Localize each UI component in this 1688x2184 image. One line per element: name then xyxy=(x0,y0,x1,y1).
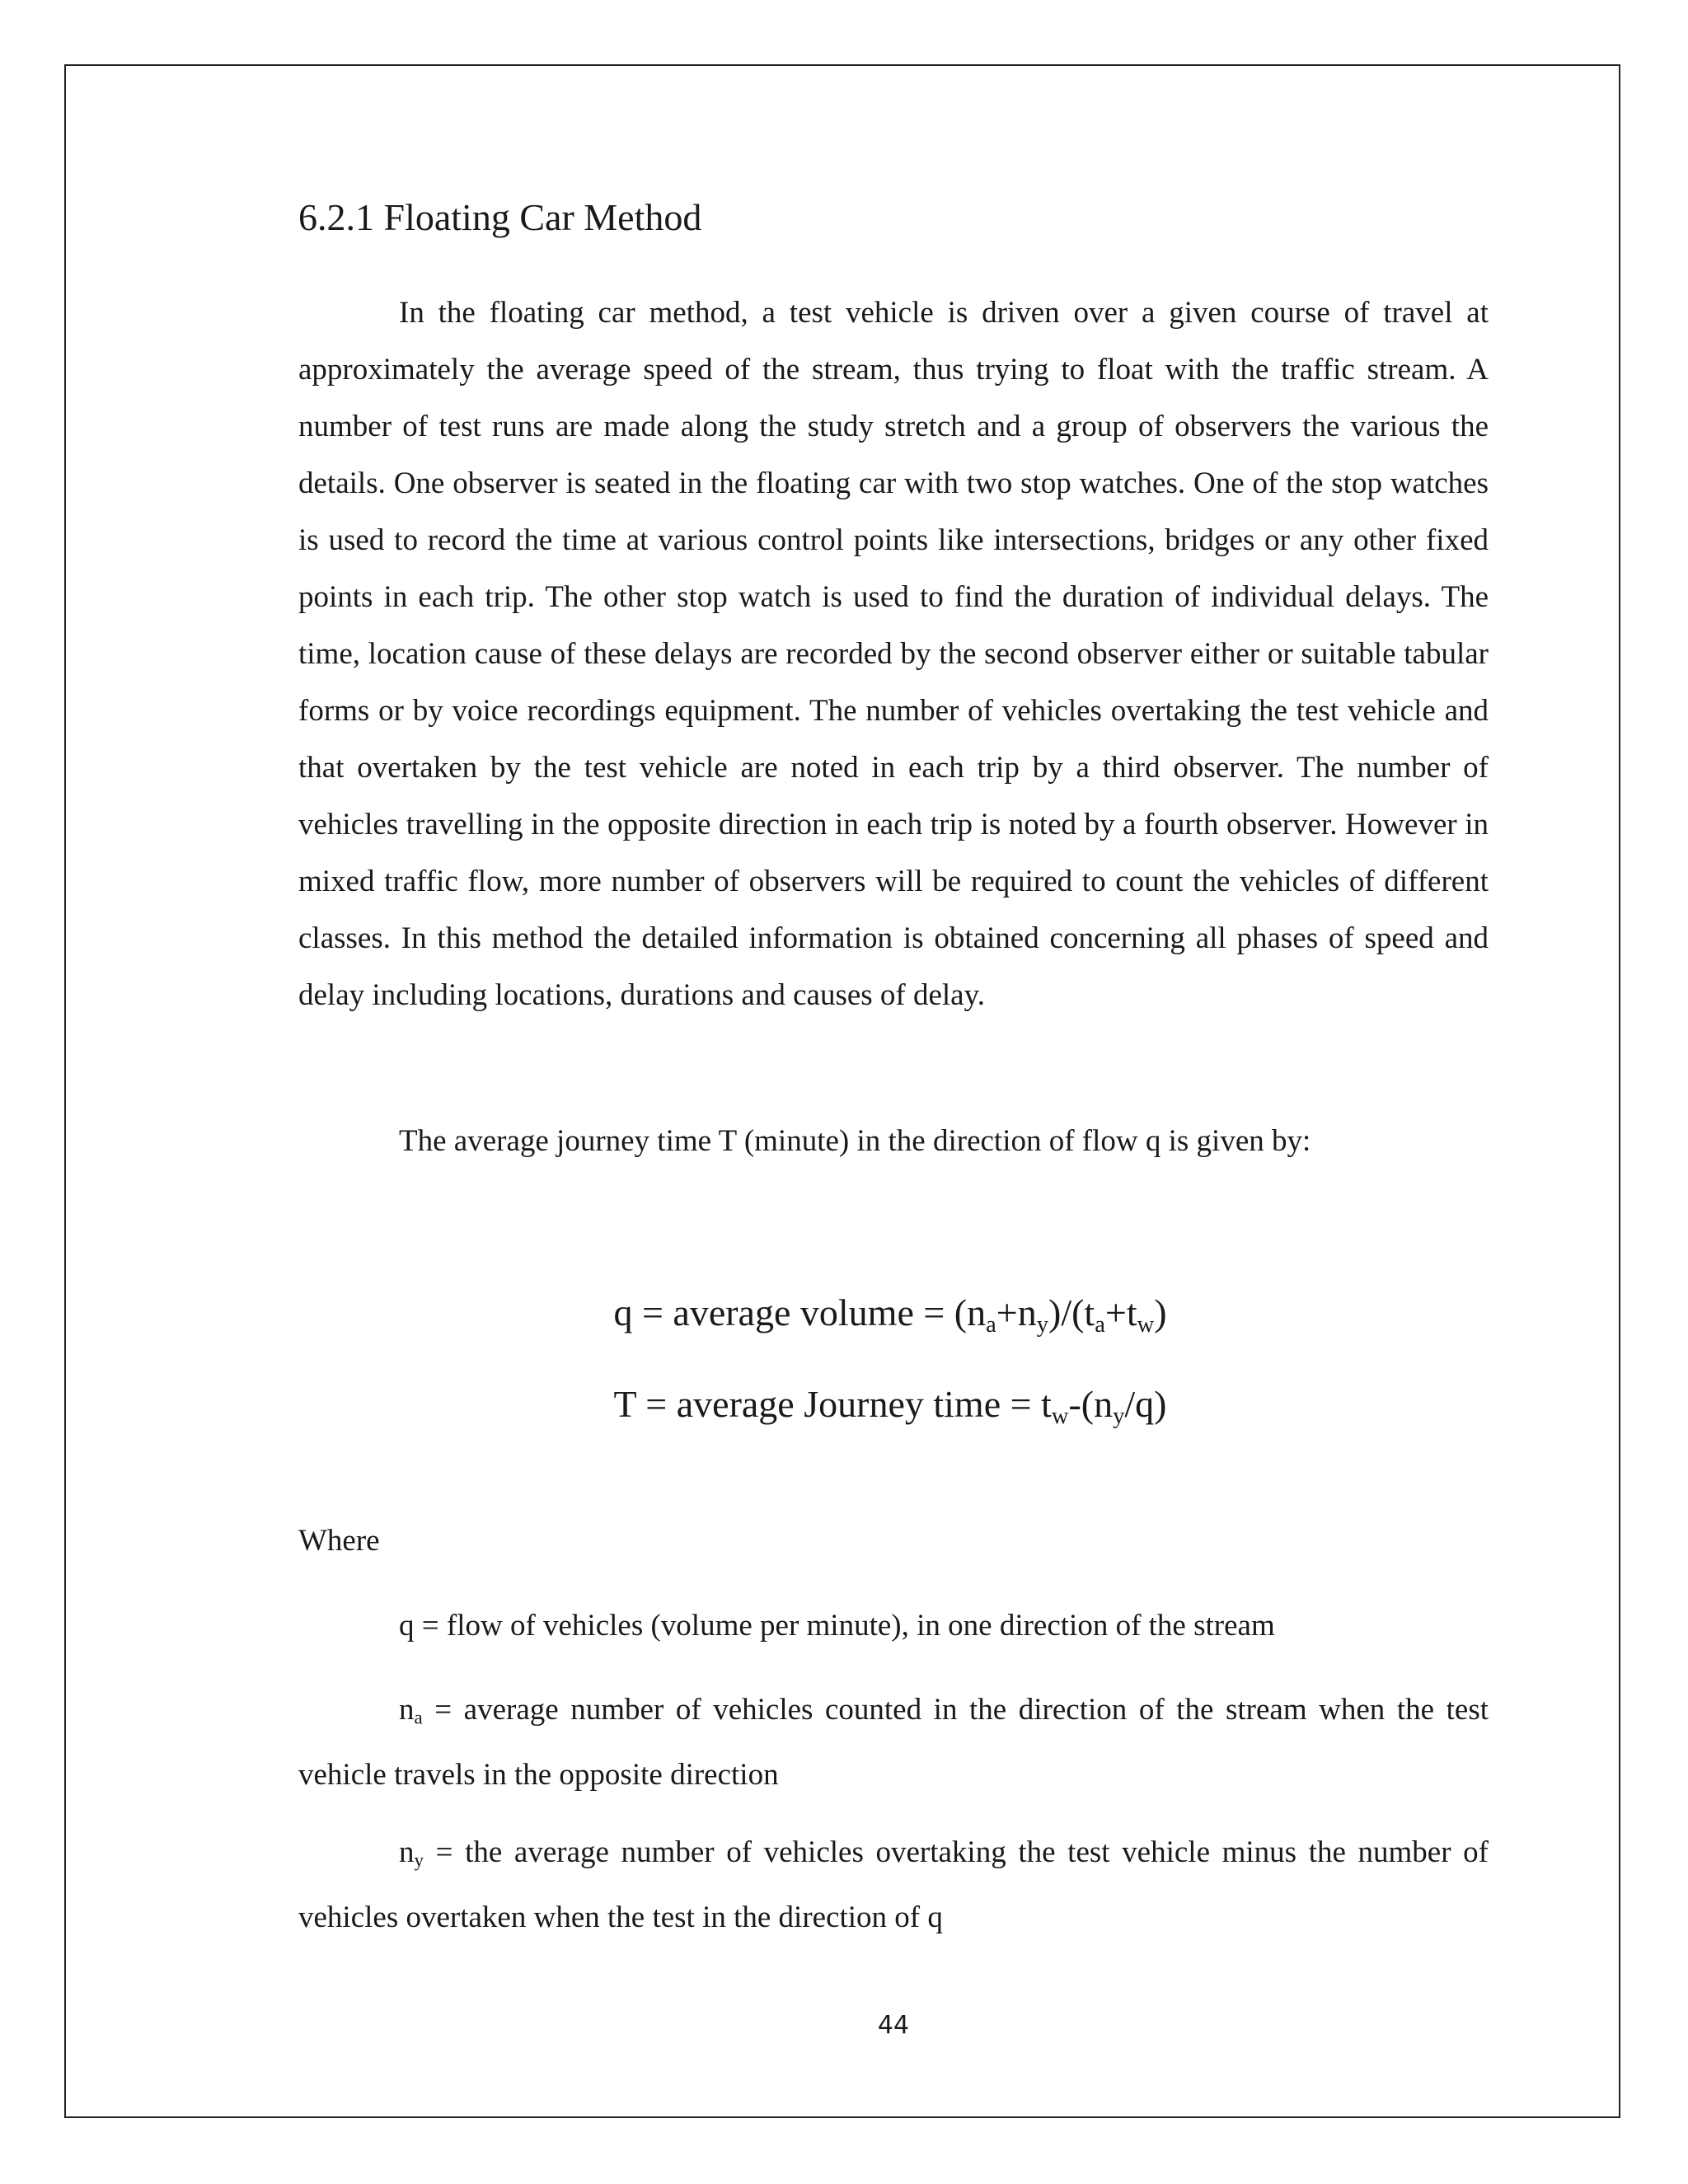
where-label: Where xyxy=(298,1524,380,1558)
definition-na: $n_a$ = average number of vehicles counted in the direction of the stream when the test vehicle travels in the opposite direction xyxy=(298,1693,1489,1792)
section-heading: 6.2.1 Floating Car Method xyxy=(298,196,702,238)
formula-journey-time: T = average Journey time = $t_w-(n_y/q)$ xyxy=(613,1383,1167,1429)
definition-ny: $n_y$ = the average number of vehicles overtaking the test vehicle minus the number of vehicles overtaken when the test in the direction of q xyxy=(298,1835,1489,1934)
formula-average-volume: q = average volume = $(n_a+n_y)/(t_a+t_w)$ xyxy=(613,1291,1167,1338)
body-paragraph-floating-car: In the floating car method, a test vehicle is driven over a given course of travel at approximately the average speed of the stream, thus trying to float with the traffic stream. A number of test runs are made along the study stretch and a group of observers the various the details. One observer is seated in the floating car with two stop watches. One of the stop watches is used to record the time at various control points like intersections, bridges or any other fixed points in each trip. The other stop watch is used to find the duration of individual delays. The time, location cause of these delays are recorded by the second observer either or suitable tabular forms or by voice recordings equipment. The number of vehicles overtaking the test vehicle and that overtaken by the test vehicle are noted in each trip by a third observer. The number of vehicles travelling in the opposite direction in each trip is noted by a fourth observer. However in mixed traffic flow, more number of observers will be required to count the vehicles of different classes. In this method the detailed information is obtained concerning all phases of speed and delay including locations, durations and causes of delay. xyxy=(298,296,1489,1012)
page-number: 44 xyxy=(877,2011,910,2040)
definition-q: q = flow of vehicles (volume per minute), in one direction of the stream xyxy=(399,1609,1275,1643)
formula-intro-text: The average journey time T (minute) in the direction of flow q is given by: xyxy=(399,1124,1311,1158)
